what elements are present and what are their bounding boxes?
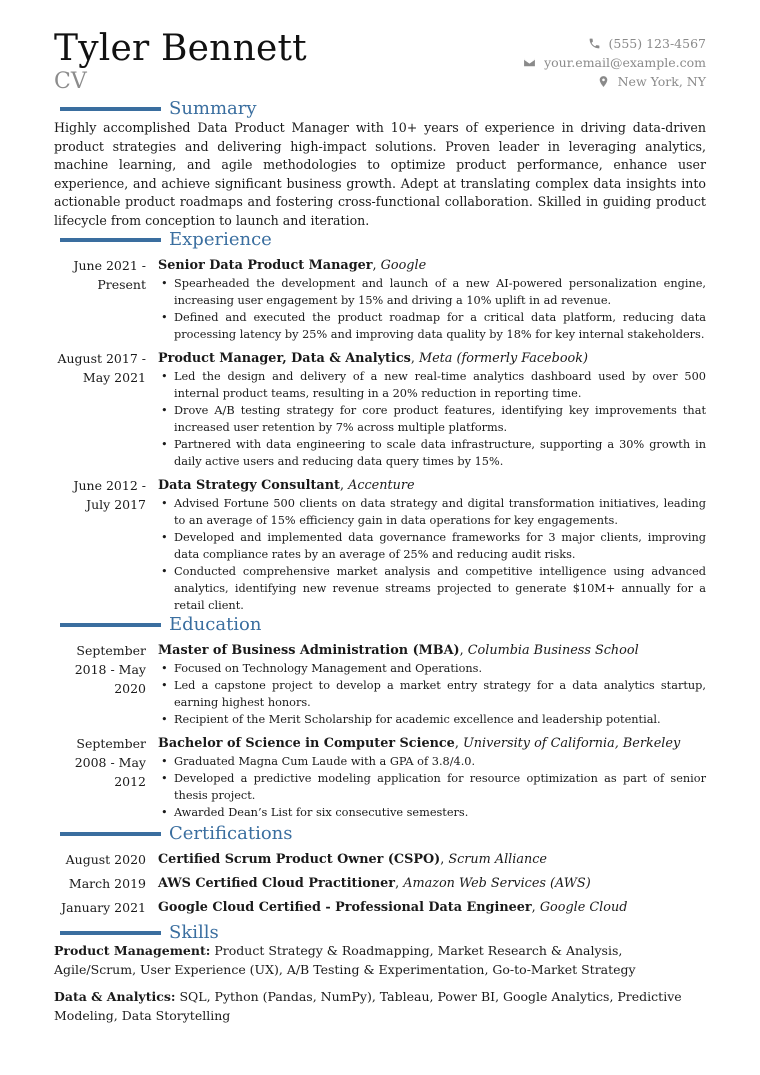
bullet-list [158,753,706,821]
entry-title: Data Strategy Consultant [158,478,340,493]
contact-email [523,53,706,72]
location-text: New York, NY [617,74,706,89]
certification-issuer: Amazon Web Services (AWS) [403,876,591,891]
contact-block [523,34,706,91]
phone-icon [588,37,601,50]
candidate-name: Tyler Bennett [54,28,307,69]
skill-text: Product Strategy & Roadmapping, Market Research & Analysis, Agile/Scrum, User Experience (UX), A/B Testing & Experimentation, Go-to-Market Strategy [54,943,636,977]
bullet-item: • Partnered with data engineering to scale data infrastructure, supporting a 30% growth in daily active users and reducing data query times by 15%. [158,436,706,470]
entry-title: Master of Business Administration (MBA) [158,643,460,658]
certification-row [54,896,706,920]
section-rule [60,623,161,627]
bullet-list [158,660,706,728]
entry-date: June 2012 - July 2017 [73,478,146,512]
education-list [54,641,706,827]
certification-issuer: Scrum Alliance [448,852,547,867]
section-title: Certifications [169,823,293,844]
bullet-item: • Graduated Magna Cum Laude with a GPA of 3.8/4.0. [158,753,706,770]
experience-heading [60,228,272,252]
bullet-item: • Focused on Technology Management and Operations. [158,660,706,677]
skill-label: Data & Analytics: [54,989,176,1004]
entry-heading: Data Strategy Consultant, Accenture [158,478,415,493]
entry-organization: Columbia Business School [467,643,639,658]
entry-body [158,734,706,821]
education-entry [54,641,706,728]
skill-label: Product Management: [54,943,211,958]
bullet-item: • Defined and executed the product roadmap for a critical data platform, reducing data processing latency by 25% and improving data quality by 18% for key internal stakeholders. [158,309,706,343]
section-title: Skills [169,922,219,943]
bullet-item: • Drove A/B testing strategy for core product features, identifying key improvements that increased user retention by 7% across multiple platforms. [158,402,706,436]
experience-list [54,256,706,620]
section-rule [60,107,161,111]
bullet-item: • Led the design and delivery of a new real-time analytics dashboard used by over 500 internal product teams, resulting in a 20% reduction in reporting time. [158,368,706,402]
entry-date: June 2021 - Present [73,258,146,292]
entry-organization: Accenture [348,478,415,493]
bullet-list [158,368,706,470]
phone-text: (555) 123-4567 [608,36,706,51]
bullet-item: • Recipient of the Merit Scholarship for academic excellence and leadership potential. [158,711,706,728]
certification-date: August 2020 [65,852,146,867]
section-title: Experience [169,229,272,250]
education-entry [54,734,706,821]
entry-date: September 2008 - May 2012 [74,736,146,789]
certification-title: Certified Scrum Product Owner (CSPO) [158,852,441,867]
certification-issuer: Google Cloud [539,900,628,915]
document-subtitle: CV [54,69,87,94]
entry-date: August 2017 - May 2021 [57,351,146,385]
entry-heading: Master of Business Administration (MBA), Columbia Business School [158,643,639,658]
bullet-item: • Awarded Dean’s List for six consecutive semesters. [158,804,706,821]
entry-organization: Meta (formerly Facebook) [418,351,588,366]
skills-list [54,942,706,1034]
entry-body [158,476,706,614]
entry-heading: Bachelor of Science in Computer Science, University of California, Berkeley [158,736,681,751]
entry-title: Bachelor of Science in Computer Science [158,736,455,751]
certification-heading: AWS Certified Cloud Practitioner, Amazon Web Services (AWS) [158,876,591,891]
contact-phone [523,34,706,53]
email-text: your.email@example.com [544,55,706,70]
bullet-item: • Spearheaded the development and launch of a new AI-powered personalization engine, increasing user engagement by 15% and driving a 10% uplift in ad revenue. [158,275,706,309]
certification-heading: Google Cloud Certified - Professional Data Engineer, Google Cloud [158,900,628,915]
entry-heading: Senior Data Product Manager, Google [158,258,427,273]
entry-organization: University of California, Berkeley [462,736,681,751]
bullet-item: • Developed a predictive modeling application for resource optimization as part of senior thesis project. [158,770,706,804]
certification-title: Google Cloud Certified - Professional Data Engineer [158,900,532,915]
bullet-item: • Developed and implemented data governance frameworks for 3 major clients, improving data compliance rates by an average of 25% and reducing audit risks. [158,529,706,563]
envelope-icon [523,56,536,69]
certification-row [54,848,706,872]
bullet-list [158,275,706,343]
section-title: Summary [169,98,257,119]
entry-title: Product Manager, Data & Analytics [158,351,411,366]
section-rule [60,238,161,242]
bullet-item: • Advised Fortune 500 clients on data strategy and digital transformation initiatives, leading to an average of 15% efficiency gain in data operations for key engagements. [158,495,706,529]
summary-paragraph: Highly accomplished Data Product Manager with 10+ years of experience in driving data-driven product strategies and delivering high-impact solutions. Proven leader in leveraging analytics, machine learning, and agile methodologies to optimize product performance, enhance user experience, and achieve significant business growth. Adept at translating complex data insights into actionable product roadmaps and fostering cross-functional collaboration. Skilled in guiding product lifecycle from conception to launch and iteration. [54,120,706,228]
map-pin-icon [597,75,610,88]
summary-heading [60,97,257,121]
bullet-item: • Conducted comprehensive market analysis and competitive intelligence using advanced analytics, identifying new revenue streams projected to generate $10M+ annually for a retail client. [158,563,706,614]
section-rule [60,931,161,935]
section-title: Education [169,614,262,635]
skill-group [54,942,706,979]
entry-body [158,256,706,343]
certifications-list [54,848,706,920]
entry-title: Senior Data Product Manager [158,258,373,273]
entry-date: September 2018 - May 2020 [74,643,146,696]
certification-title: AWS Certified Cloud Practitioner [158,876,396,891]
education-heading [60,613,262,637]
bullet-item: • Led a capstone project to develop a market entry strategy for a data analytics startup, earning highest honors. [158,677,706,711]
entry-body [158,349,706,470]
section-rule [60,832,161,836]
experience-entry [54,256,706,343]
skill-group [54,988,706,1025]
contact-location [523,72,706,91]
experience-entry [54,349,706,470]
certification-date: January 2021 [61,900,146,915]
certification-heading: Certified Scrum Product Owner (CSPO), Scrum Alliance [158,852,547,867]
skill-text: SQL, Python (Pandas, NumPy), Tableau, Power BI, Google Analytics, Predictive Modeling, Data Storytelling [54,989,682,1023]
entry-body [158,641,706,728]
bullet-list [158,495,706,614]
certifications-heading [60,822,293,846]
entry-heading: Product Manager, Data & Analytics, Meta (formerly Facebook) [158,351,588,366]
certification-date: March 2019 [68,876,146,891]
certification-row [54,872,706,896]
entry-organization: Google [380,258,427,273]
experience-entry [54,476,706,614]
